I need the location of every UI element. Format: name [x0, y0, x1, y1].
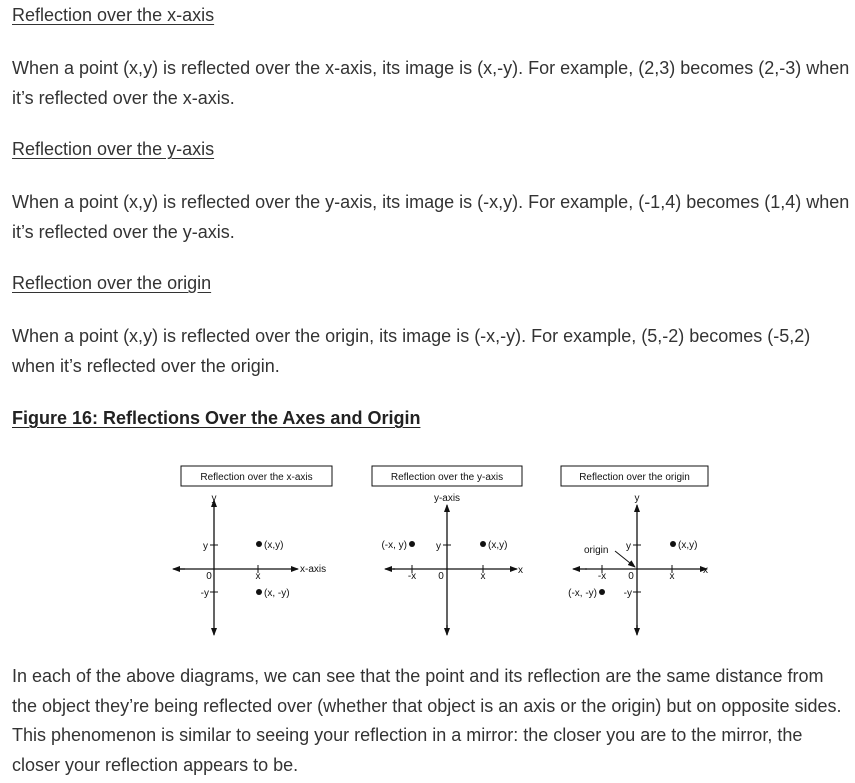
diagram-x-axis-point: (x,y)	[264, 540, 284, 551]
diagram-x-axis-tick-x: x	[255, 571, 261, 582]
heading-x-axis: Reflection over the x-axis	[12, 5, 215, 25]
paragraph-x-axis: When a point (x,y) is reflected over the x-axis, its image is (x,-y). For example, (2,3) becomes (2,-3) when it’s reflected over the x-axis.	[12, 58, 850, 108]
diagram-x-axis	[173, 466, 332, 635]
diagram-x-axis-image: (x, -y)	[264, 588, 290, 599]
heading-origin: Reflection over the origin	[12, 273, 212, 293]
diagram-y-axis-axis-label: y-axis	[433, 493, 461, 504]
diagram-y-axis-zero: 0	[438, 571, 444, 582]
diagram-origin-point: (x,y)	[678, 540, 698, 551]
diagram-x-axis-tick-y: y	[203, 541, 208, 552]
diagram-x-axis-tick-neg-y: -y	[200, 588, 209, 599]
diagram-origin-y-label: y	[634, 493, 640, 504]
diagram-origin-image: (-x, -y)	[568, 588, 597, 599]
diagram-y-axis	[372, 466, 523, 635]
diagram-y-axis-x-label: x	[518, 565, 523, 576]
diagram-x-axis-title: Reflection over the x-axis	[200, 472, 313, 483]
diagram-origin-title: Reflection over the origin	[579, 472, 690, 483]
diagram-origin-zero: 0	[628, 571, 634, 582]
diagram-origin-tick-y: y	[626, 541, 631, 552]
diagram-y-axis-tick-y: y	[436, 541, 441, 552]
diagram-y-axis-image: (-x, y)	[381, 540, 407, 551]
heading-y-axis: Reflection over the y-axis	[12, 139, 215, 159]
diagram-origin-x-label: x	[703, 565, 708, 576]
paragraph-y-axis: When a point (x,y) is reflected over the y-axis, its image is (-x,y). For example, (-1,4) becomes (1,4) when it’s reflected over the y-axis.	[12, 192, 850, 242]
diagram-y-axis-tick-neg-x: -x	[407, 571, 417, 582]
figure-title: Figure 16: Reflections Over the Axes and Origin	[12, 408, 421, 428]
conclusion-paragraph: In each of the above diagrams, we can see that the point and its reflection are the same distance from the object they’re being reflected over (whether that object is an axis or the origin) but on opposite sides. This phenomenon is similar to seeing your reflection in a mirror: the closer you are to the mirror, the closer your reflection appears to be.	[12, 666, 842, 775]
diagram-origin-tick-x: x	[669, 571, 675, 582]
diagram-y-axis-title: Reflection over the y-axis	[390, 472, 504, 483]
reflection-figure	[165, 460, 725, 640]
diagram-origin	[561, 466, 708, 635]
origin-pointer-arrow	[615, 551, 635, 567]
diagram-y-axis-point: (x,y)	[488, 540, 508, 551]
diagram-origin-tick-neg-x: -x	[597, 571, 607, 582]
paragraph-origin: When a point (x,y) is reflected over the origin, its image is (-x,-y). For example, (5,-2) becomes (-5,2) when it’s reflected over the origin.	[12, 326, 811, 376]
diagram-x-axis-zero: 0	[206, 571, 212, 582]
diagram-origin-origin-label: origin	[584, 545, 609, 556]
diagram-origin-tick-neg-y: -y	[623, 588, 632, 599]
diagram-x-axis-axis-label: x-axis	[300, 564, 327, 575]
diagram-x-axis-y-label: y	[211, 493, 217, 504]
diagram-y-axis-tick-x: x	[480, 571, 486, 582]
